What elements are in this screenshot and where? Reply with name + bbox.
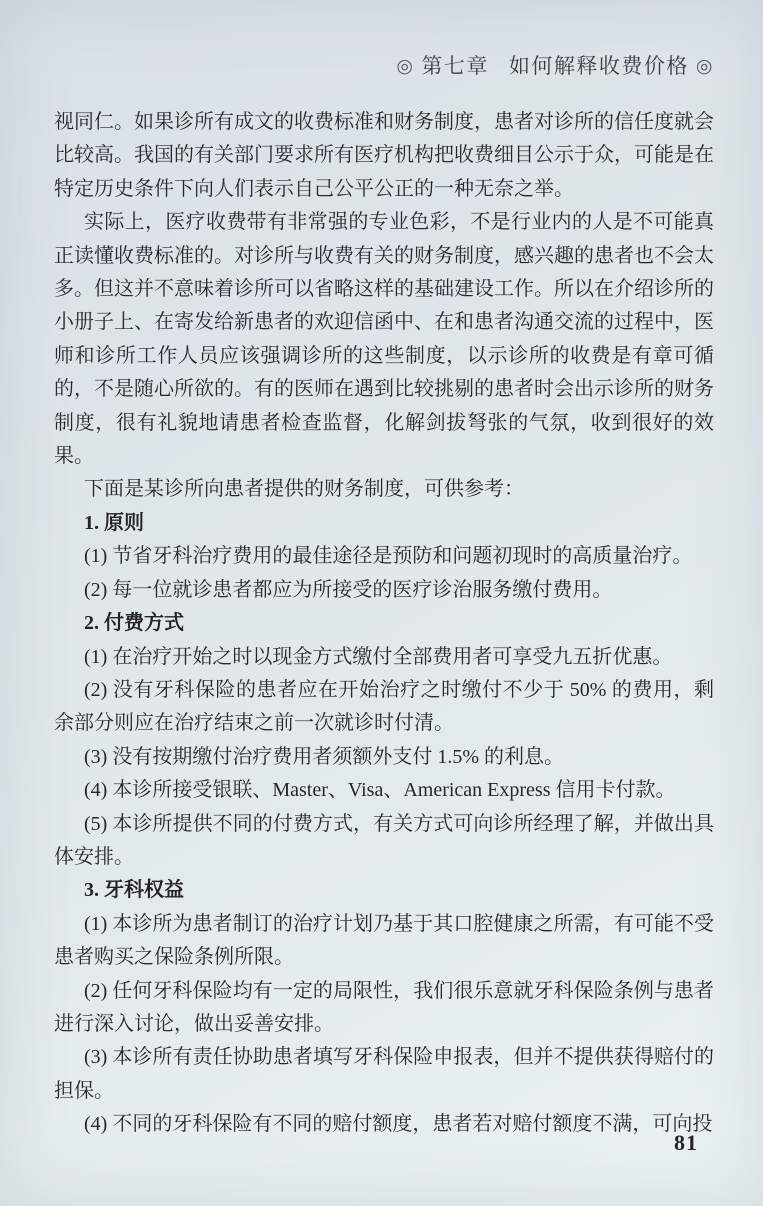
list-item: (1) 本诊所为患者制订的治疗计划乃基于其口腔健康之所需，有可能不受患者购买之保险条例所限。 — [54, 912, 714, 969]
chapter-header — [396, 50, 714, 80]
list-item: (1) 在治疗开始之时以现金方式缴付全部费用者可享受九五折优惠。 — [84, 645, 673, 668]
chapter-title: 如何解释收费价格 — [508, 54, 689, 78]
list-item: (4) 本诊所接受银联、Master、Visa、American Express 信用卡付款。 — [84, 779, 676, 802]
list-item: (2) 每一位就诊患者都应为所接受的医疗诊治服务缴付费用。 — [84, 578, 613, 601]
paragraph: 实际上，医疗收费带有非常强的专业色彩，不是行业内的人是不可能真正读懂收费标准的。对诊所与收费有关的财务制度，感兴趣的患者也不会太多。但这并不意味着诊所可以省略这样的基础建设工作。所以在介绍诊所的小册子上、在寄发给新患者的欢迎信函中、在和患者沟通交流的过程中，医师和诊所工作人员应该强调诊所的这些制度，以示诊所的收费是有章可循的，不是随心所欲的。有的医师在遇到比较挑剔的患者时会出示诊所的财务制度，很有礼貌地请患者检查监督，化解剑拔弩张的气氛，收到很好的效果。 — [54, 211, 714, 468]
paragraph: 下面是某诊所向患者提供的财务制度，可供参考： — [84, 478, 524, 501]
section-heading-payment-methods: 2. 付费方式 — [84, 612, 184, 635]
list-item: (2) 没有牙科保险的患者应在开始治疗之时缴付不少于 50% 的费用，剩余部分则应在治疗结束之前一次就诊时付清。 — [54, 678, 714, 735]
list-item: (1) 节省牙科治疗费用的最佳途径是预防和问题初现时的高质量治疗。 — [84, 545, 693, 568]
bullseye-ornament-icon: ◎ — [396, 56, 415, 77]
list-item: (3) 本诊所有责任协助患者填写牙科保险申报表，但并不提供获得赔付的担保。 — [54, 1046, 714, 1102]
list-item: (4) 不同的牙科保险有不同的赔付额度，患者若对赔付额度不满，可向投 — [84, 1113, 713, 1136]
page-body — [54, 106, 714, 1142]
paragraph: 视同仁。如果诊所有成文的收费标准和财务制度，患者对诊所的信任度就会比较高。我国的有关部门要求所有医疗机构把收费细目公示于众，可能是在特定历史条件下向人们表示自己公平公正的一种无奈之举。 — [54, 111, 714, 200]
section-heading-dental-rights: 3. 牙科权益 — [84, 879, 184, 902]
bullseye-ornament-icon: ◎ — [695, 56, 714, 77]
list-item: (5) 本诊所提供不同的付费方式，有关方式可向诊所经理了解，并做出具体安排。 — [54, 812, 714, 868]
section-heading-principles: 1. 原则 — [84, 511, 144, 534]
page-number: 81 — [674, 1130, 698, 1155]
list-item: (3) 没有按期缴付治疗费用者须额外支付 1.5% 的利息。 — [84, 745, 564, 768]
chapter-number: 第七章 — [421, 54, 489, 78]
list-item: (2) 任何牙科保险均有一定的局限性，我们很乐意就牙科保险条例与患者进行深入讨论，做出妥善安排。 — [54, 979, 714, 1035]
